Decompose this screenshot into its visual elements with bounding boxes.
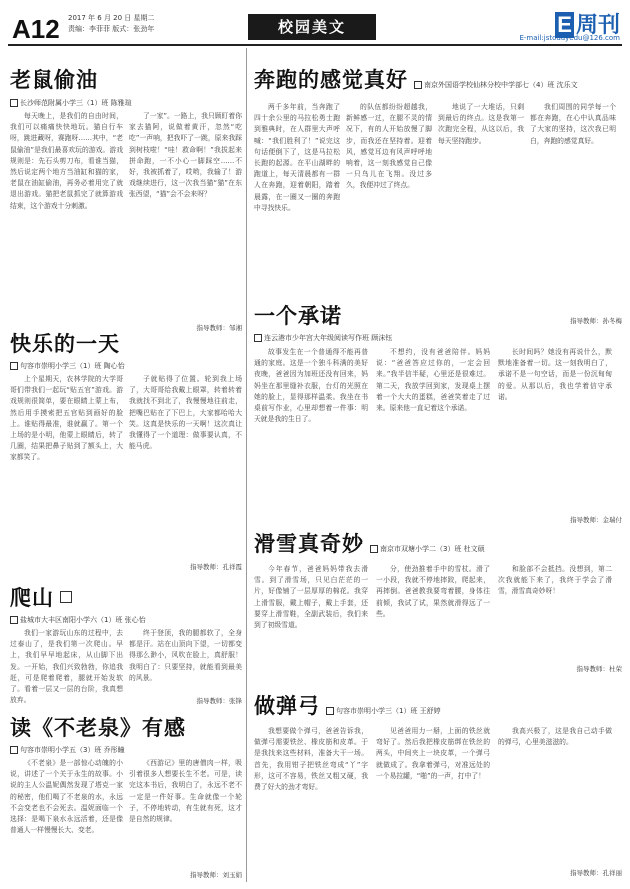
- article-body-col: 了一家”。一路上，我只顾盯着你家去猫阿，说做着黄汗，忽然“吃吃”一声响，把我吓了一跳，原来我踩到树枝啦！“哇！救命啊！”我拔起来拼命跑，一不小心一脚踩空……不好，我被抓着了，哎哟，我输了！游戏继续进行，这一次我当猫“猫”在东张西望，“猫”会不会来呀？: [129, 112, 242, 199]
- article-body-col: 《西游记》里的唐僧肉一样，吸引着很多人想要长生不老。可是，读完这本书后，我明白了，永远不老不一定是一件好事。生命就像一个轮子，不停地转动，有生就有死，这才是自然的规律。: [129, 759, 242, 824]
- byline-box-icon: [370, 545, 378, 553]
- title-box-icon: [60, 591, 72, 603]
- article-byline: 句容市崇明小学三（1）班 陶心怡: [10, 361, 242, 371]
- article-body-col: 两千多年前，当奔跑了四十余公里的马拉松勇士跑到雅典时，在人群里大声呼喊：“我们胜利了！”说完这句话便倒下了，这是马拉松长跑的起源。在平山湖畔的跑道上，每天清晨都有一群人在奔跑，迎着朝阳，踏着晨露，在一圈又一圈的奔跑中寻找快乐。: [254, 103, 340, 212]
- byline-box-icon: [414, 81, 422, 89]
- article-body-col: 的队伍都纷纷超越我，新鲜感一过，在腿不灵的情况下，有的人开始放慢了脚步，而我还在坚持着。迎着风，感觉耳边有风声呼呼地响着，这一刻我感觉自己像一只鸟儿在飞翔。没过多久，我便冲过了终点。: [346, 103, 432, 190]
- article-happy-day: [10, 328, 242, 578]
- byline-box-icon: [10, 746, 18, 754]
- article-body-col: 我们一家游玩山东的过程中，去过泰山了，是我们第一次爬山。早上，我们早早地起床，从山脚下出发。一开始，我们兴致勃勃，你追我赶，可是爬着爬着，腿就开始发软了。看着一层又一层的台阶，我真想放弃。: [10, 629, 123, 705]
- article-body-col: 上个星期天，农林学院的大学哥哥们带我们一起玩“贴五官”游戏。游戏规则很简单，要在眼睛上蒙上布，然后用手摸索把五官贴到画好的脸上。谁贴得最准，谁就赢了。第一个上场的是小明，他蒙上眼睛后，转了几圈，结果把鼻子贴到了额头上，大家都笑了。: [10, 375, 123, 462]
- article-body-col: 我高兴极了，这是我自己动手做的弹弓，心里美滋滋的。: [498, 727, 612, 747]
- article-byline: 南京市双塘小学二（3）班 杜文硕: [370, 544, 485, 554]
- article-skiing: [254, 528, 622, 678]
- article-title: 爬山: [10, 586, 54, 610]
- article-hiking: [10, 582, 242, 705]
- article-title: 快乐的一天: [10, 332, 120, 356]
- article-body-col: 故事发生在一个普通得不能再普通的家庭。这是一个独斗科满的美好夜晚，爸爸因为加班还没有回来，妈妈坐在那里缝补衣服，台灯的光照在她的脸上，显得那样温柔。我坐在书桌前写作业，心里却想着一件事：明天就是我的生日了。: [254, 348, 368, 424]
- article-byline: 连云港市少年宫大年级阅读写作班 顾沫钰: [254, 333, 622, 343]
- article-byline: 句容市崇明小学三（1）班 王舒婷: [326, 706, 441, 716]
- editor-credit: 责编：李菲菲 版式：张劲年: [68, 25, 155, 33]
- article-promise: [254, 300, 622, 524]
- article-signature: 指导教师：刘玉娟: [190, 871, 242, 879]
- article-tuck-everlasting: [10, 712, 242, 882]
- article-body-col: 我们周围的同学每一个都在奔跑，在心中认真品味了大家的坚持，这次我已明白，奔跑的感觉真好。: [530, 103, 616, 145]
- article-body-col: 不想约，没有爸爸陪伴。妈妈说：“爸爸答应过你的，一定会回来。”我半信半疑，心里还是很难过。第二天，我放学回到家，发现桌上摆着一个大大的蛋糕，爸爸笑着走了过来。原来他一直记着这个承诺。: [376, 348, 490, 413]
- article-signature: 指导教师：杜荣: [576, 665, 622, 673]
- article-body-col: 地说了一大堆话，只剩到最后的终点。这是我第一次跑完全程，从这以后，我每天坚持跑步。: [438, 103, 524, 145]
- section-banner: 校园美文: [248, 14, 376, 40]
- article-byline: 长沙师范附属小学三（1）班 陈雅瑄: [10, 98, 242, 108]
- article-byline: 句容市崇明小学五（3）班 乔彤瞳: [10, 745, 242, 755]
- article-byline: 南京外国语学校仙林分校中学部七（4）班 沈乐文: [414, 80, 578, 90]
- header-rule: [8, 44, 622, 46]
- article-byline: 盐城市大丰区南阳小学六（1）班 张心怡: [10, 615, 242, 625]
- byline-box-icon: [10, 99, 18, 107]
- article-signature: 指导教师：金瑞付: [570, 516, 622, 524]
- article-body-col: 《不老泉》是一部惊心动魄的小说，讲述了一个关于永生的故事。小说的主人公温妮偶然发现了塔克一家的秘密，他们喝了不老泉的水，永远不会变老也不会死去。温妮面临一个选择：是喝下泉水永远活着，还是像普通人一样慢慢长大、变老。: [10, 759, 123, 835]
- article-title: 一个承诺: [254, 304, 342, 328]
- article-slingshot: [254, 690, 622, 882]
- article-signature: 指导教师：邹湘: [196, 324, 242, 332]
- article-title: 老鼠偷油: [10, 68, 98, 92]
- article-signature: 指导教师：孔祥丽: [570, 869, 622, 877]
- brand-name: 周刊: [575, 12, 620, 37]
- byline-box-icon: [326, 707, 334, 715]
- article-signature: 指导教师：张锋: [196, 697, 242, 705]
- article-body-col: 今年春节，爸爸妈妈带我去滑雪。到了滑雪场，只见白茫茫的一片，好像铺了一层厚厚的棉花。我穿上滑雪服，戴上帽子，戴上手套，还要穿上滑雪鞋，全副武装后，我们来到了初级雪道。: [254, 565, 368, 630]
- article-signature: 指导教师：孔祥霞: [190, 563, 242, 571]
- article-body-col: 和脸部不会抵挡。没想到，第二次我就能下来了，我终于学会了滑雪，滑雪真奇妙呀！: [498, 565, 612, 596]
- brand-email: E-mail:jstodayedu@126.com: [519, 34, 620, 42]
- article-title: 奔跑的感觉真好: [254, 68, 408, 92]
- issue-date: 2017 年 6 月 20 日 星期二: [68, 14, 155, 22]
- article-body-col: 长时间吗？她没有再说什么，默默地准备着一切。这一刻我明白了，承诺不是一句空话，而是一份沉甸甸的爱。从那以后，我也学着信守承诺。: [498, 348, 612, 401]
- article-body-col: 子就贴得了位置。轮到我上场了，大哥哥给我戴上眼罩，转着转着我就找不到北了，我慢慢地往前走，把嘴巴贴在了下巴上，大家都哈哈大笑。这真是快乐的一天啊！这次真让我懂得了一个道理：做事要认真，不能马虎。: [129, 375, 242, 451]
- article-body-col: 我想要做个弹弓，爸爸告诉我，做弹弓需要铁丝、橡皮筋和皮革。于是我找来这些材料，准备大干一场。首先，我用钳子把铁丝弯成“丫”字形，这可不容易，铁丝又粗又硬，我费了好大的劲才弯好。: [254, 727, 368, 792]
- byline-box-icon: [10, 616, 18, 624]
- article-mouse-oil: [10, 50, 242, 332]
- page-number: A12: [12, 14, 60, 44]
- article-title: 读《不老泉》有感: [10, 716, 186, 740]
- issue-meta: [68, 13, 155, 35]
- column-divider: [246, 48, 247, 882]
- article-body-col: 分，使劲推着手中的雪杖。滑了一小段，我就不停地摔跤，爬起来，再摔倒。爸爸教我要弯着腰，身体往前倾，我试了试，果然就滑得远了一些。: [376, 565, 490, 618]
- article-body-col: 见爸爸用力一掰，上面的铁丝就弯好了。然后我把橡皮筋绑在铁丝的两头，中间夹上一块皮革，一个弹弓就做成了。我拿着弹弓，对准远处的一个易拉罐，“啪”的一声，打中了！: [376, 727, 490, 780]
- brand-e-mark: E: [557, 12, 572, 37]
- article-signature: 指导教师：孙冬梅: [570, 317, 622, 325]
- article-body-col: 每天晚上，是我们的自由时间，我们可以痛痛快快地玩。猫自行车呀，跳进藏呀，赛跑呀……其中，“老鼠偷油”是我们最喜欢玩的游戏。游戏规则是：先石头剪刀布，看谁当猫，然后说定两个地方当油缸和猫的家，老鼠在油缸偷油，再务必着用完了就退出游戏。猫把老鼠抓完了就算游戏结束，这个游戏十分刺激。: [10, 112, 123, 210]
- byline-box-icon: [254, 334, 262, 342]
- article-title: 做弹弓: [254, 694, 320, 718]
- article-body-col: 终于登顶，我的腿都软了，全身都是汗。站在山顶向下望，一切都变得那么渺小，风吹在脸上，真舒服！我明白了：只要坚持，就能看到最美的风景。: [129, 629, 242, 682]
- byline-box-icon: [10, 362, 18, 370]
- article-title: 滑雪真奇妙: [254, 532, 364, 556]
